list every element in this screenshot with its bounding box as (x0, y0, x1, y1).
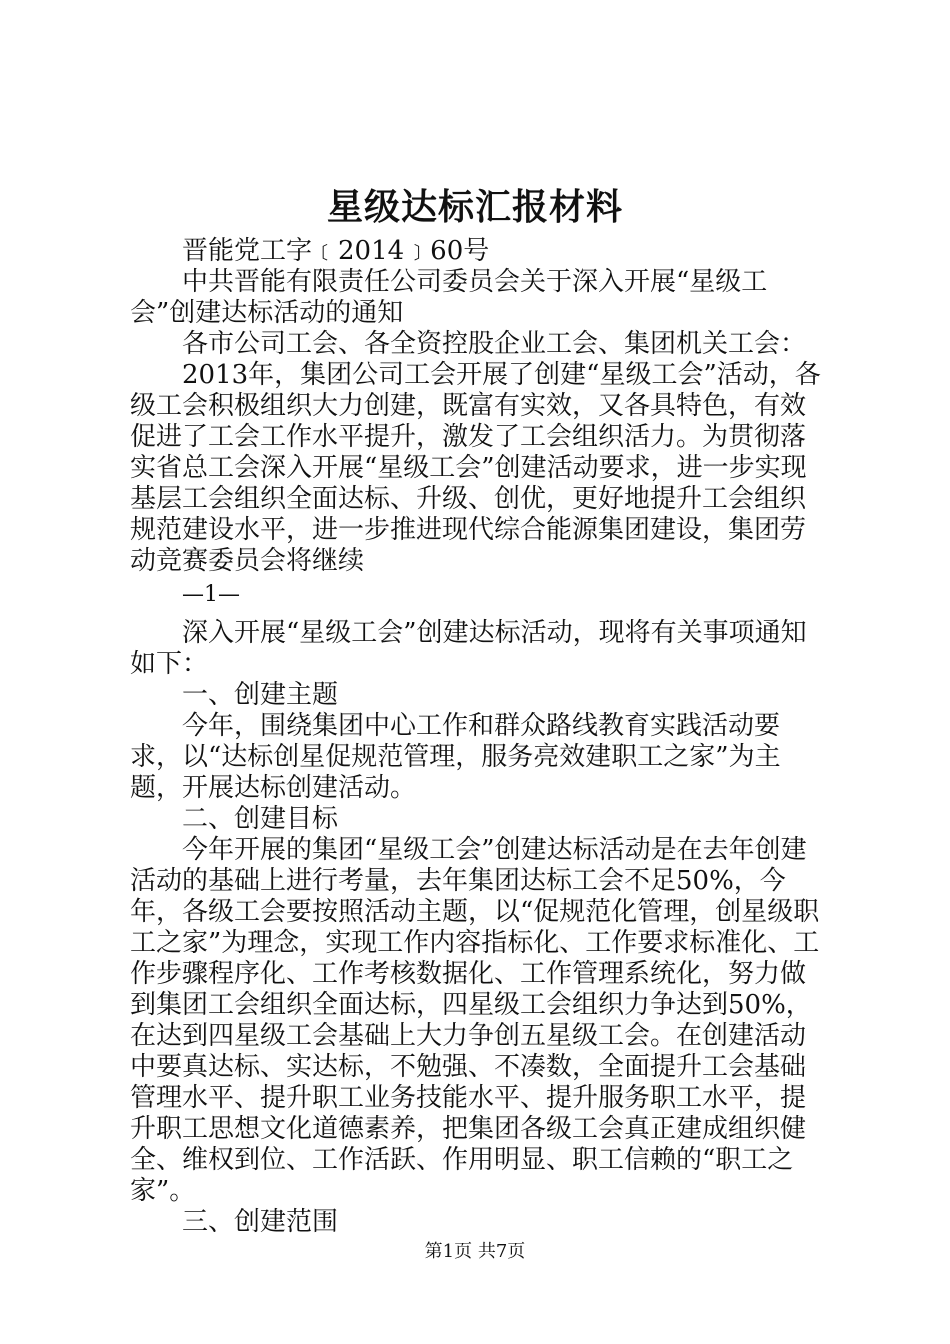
recipients-line: 各市公司工会、各全资控股企业工会、集团机关工会： (182, 329, 807, 359)
section-heading-theme: 一、创建主题 (182, 680, 339, 710)
document-number: 晋能党工字﹝2014﹞60号 (182, 236, 490, 266)
document-title: 星级达标汇报材料 (326, 186, 623, 228)
document-body (130, 236, 830, 1238)
section-heading-goal: 二、创建目标 (182, 804, 339, 834)
section-heading-scope: 三、创建范围 (182, 1207, 339, 1237)
body-paragraph-intro: 深入开展“星级工会”创建达标活动，现将有关事项通知如下： (130, 618, 807, 679)
inline-page-marker: —1— (182, 582, 240, 607)
page-footer: 第1页 共7页 (424, 1241, 526, 1262)
notice-heading: 中共晋能有限责任公司委员会关于深入开展“星级工会”创建达标活动的通知 (130, 267, 768, 328)
body-paragraph-theme: 今年，围绕集团中心工作和群众路线教育实践活动要求，以“达标创星促规范管理，服务亮效建职工之家”为主题，开展达标创建活动。 (130, 711, 781, 803)
body-paragraph-background: 2013年，集团公司工会开展了创建“星级工会”活动，各级工会积极组织大力创建，既富有实效，又各具特色，有效促进了工会工作水平提升，激发了工会组织活力。为贯彻落实省总工会深入开展“星级工会”创建活动要求，进一步实现基层工会组织全面达标、升级、创优，更好地提升工会组织规范建设水平，进一步推进现代综合能源集团建设，集团劳动竞赛委员会将继续 (130, 360, 821, 576)
body-paragraph-goal: 今年开展的集团“星级工会”创建达标活动是在去年创建活动的基础上进行考量，去年集团达标工会不足50%，今年，各级工会要按照活动主题，以“促规范化管理，创星级职工之家”为理念，实现工作内容指标化、工作要求标准化、工作步骤程序化、工作考核数据化、工作管理系统化，努力做到集团工会组织全面达标，四星级工会组织力争达到50%，在达到四星级工会基础上大力争创五星级工会。在创建活动中要真达标、实达标，不勉强、不凑数，全面提升工会基础管理水平、提升职工业务技能水平、提升服务职工水平，提升职工思想文化道德素养，把集团各级工会真正建成组织健全、维权到位、工作活跃、作用明显、职工信赖的“职工之家”。 (130, 835, 820, 1206)
